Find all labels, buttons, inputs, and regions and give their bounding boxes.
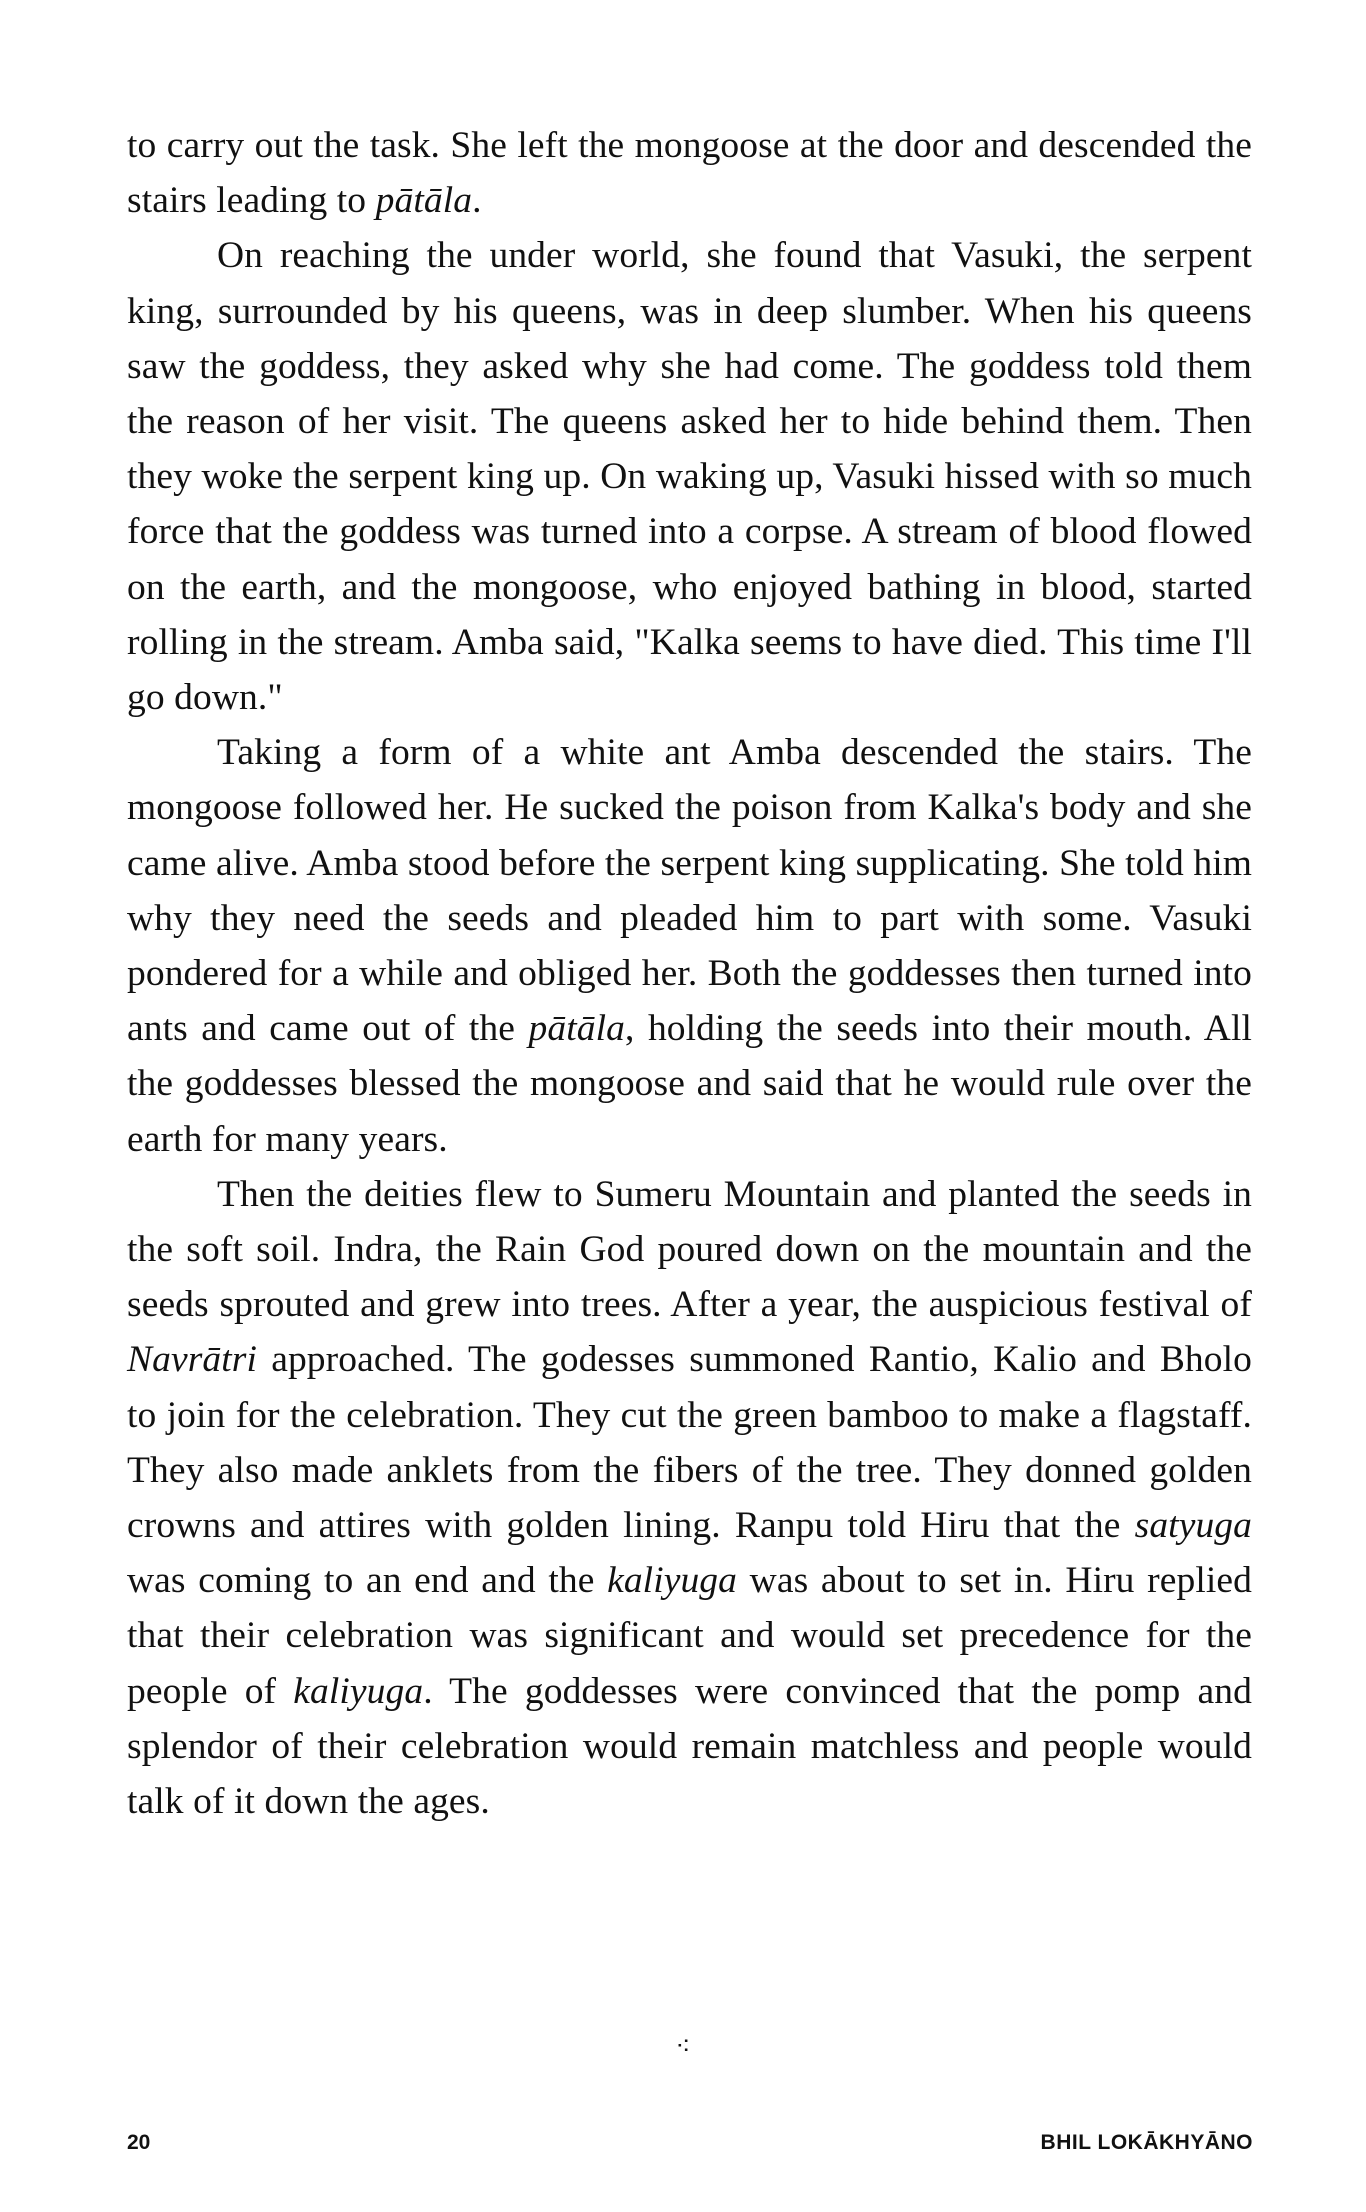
italic-term: Navrātri — [127, 1339, 257, 1381]
italic-term: pātāla — [375, 180, 473, 222]
text-run: , holding the seeds into their mouth. All the goddesses blessed the mongoose and said that he would rule over the earth for many years. — [127, 1008, 1252, 1160]
text-run: Then the deities flew to Sumeru Mountain and planted the seeds in the soft soil. Indra, the Rain God poured down on the mountain and the seeds sprouted and grew into trees. After a year, the auspicious festival of — [127, 1173, 1252, 1326]
text-run: to carry out the task. She left the mongoose at the door and descended the stairs leading to — [127, 125, 1252, 222]
text-run: . The goddesses were convinced that the pomp and splendor of their celebration would remain matchless and people would talk of it down the ages. — [127, 1670, 1252, 1823]
paragraph — [127, 725, 1252, 1167]
text-run: was about to set in. Hiru replied that their celebration was significant and would set precedence for the people of — [127, 1560, 1252, 1712]
text-run: . — [472, 180, 482, 222]
paragraph — [127, 1167, 1252, 1829]
italic-term: satyuga — [1134, 1505, 1252, 1547]
text-run: Taking a form of a white ant Amba descended the stairs. The mongoose followed her. He sucked the poison from Kalka's body and she came alive. Amba stood before the serpent king supplicating. She told him why they need the seeds and pleaded him to part with some. Vasuki pondered for a while and obliged her. Both the goddesses then turned into ants and came out of the — [127, 732, 1252, 1050]
text-run: approached. The godesses summoned Rantio, Kalio and Bholo to join for the celebration. They cut the green bamboo to make a flagstaff. They also made anklets from the fibers of the tree. They donned golden crowns and attires with golden lining. Ranpu told Hiru that the — [127, 1339, 1252, 1547]
text-run: On reaching the under world, she found that Vasuki, the serpent king, surrounded by his queens, was in deep slumber. When his queens saw the goddess, they asked why she had come. The goddess told them the reason of her visit. The queens asked her to hide behind them. Then they woke the serpent king up. On waking up, Vasuki hissed with so much force that the goddess was turned into a corpse. A stream of blood flowed on the earth, and the mongoose, who enjoyed bathing in blood, started rolling in the stream. Amba said, "Kalka seems to have died. This time I'll go down." — [127, 235, 1252, 719]
paragraph — [127, 118, 1252, 228]
italic-term: pātāla — [528, 1008, 625, 1050]
section-end-ornament: ⁖ — [675, 2032, 691, 2062]
text-run: was coming to an end and the — [127, 1560, 608, 1602]
italic-term: kaliyuga — [293, 1670, 424, 1712]
running-title: BHIL LOKĀKHYĀNO — [1040, 2131, 1253, 2154]
body-text — [127, 118, 1252, 1829]
paragraph — [127, 228, 1252, 725]
italic-term: kaliyuga — [607, 1560, 738, 1602]
page-number: 20 — [127, 2131, 151, 2154]
